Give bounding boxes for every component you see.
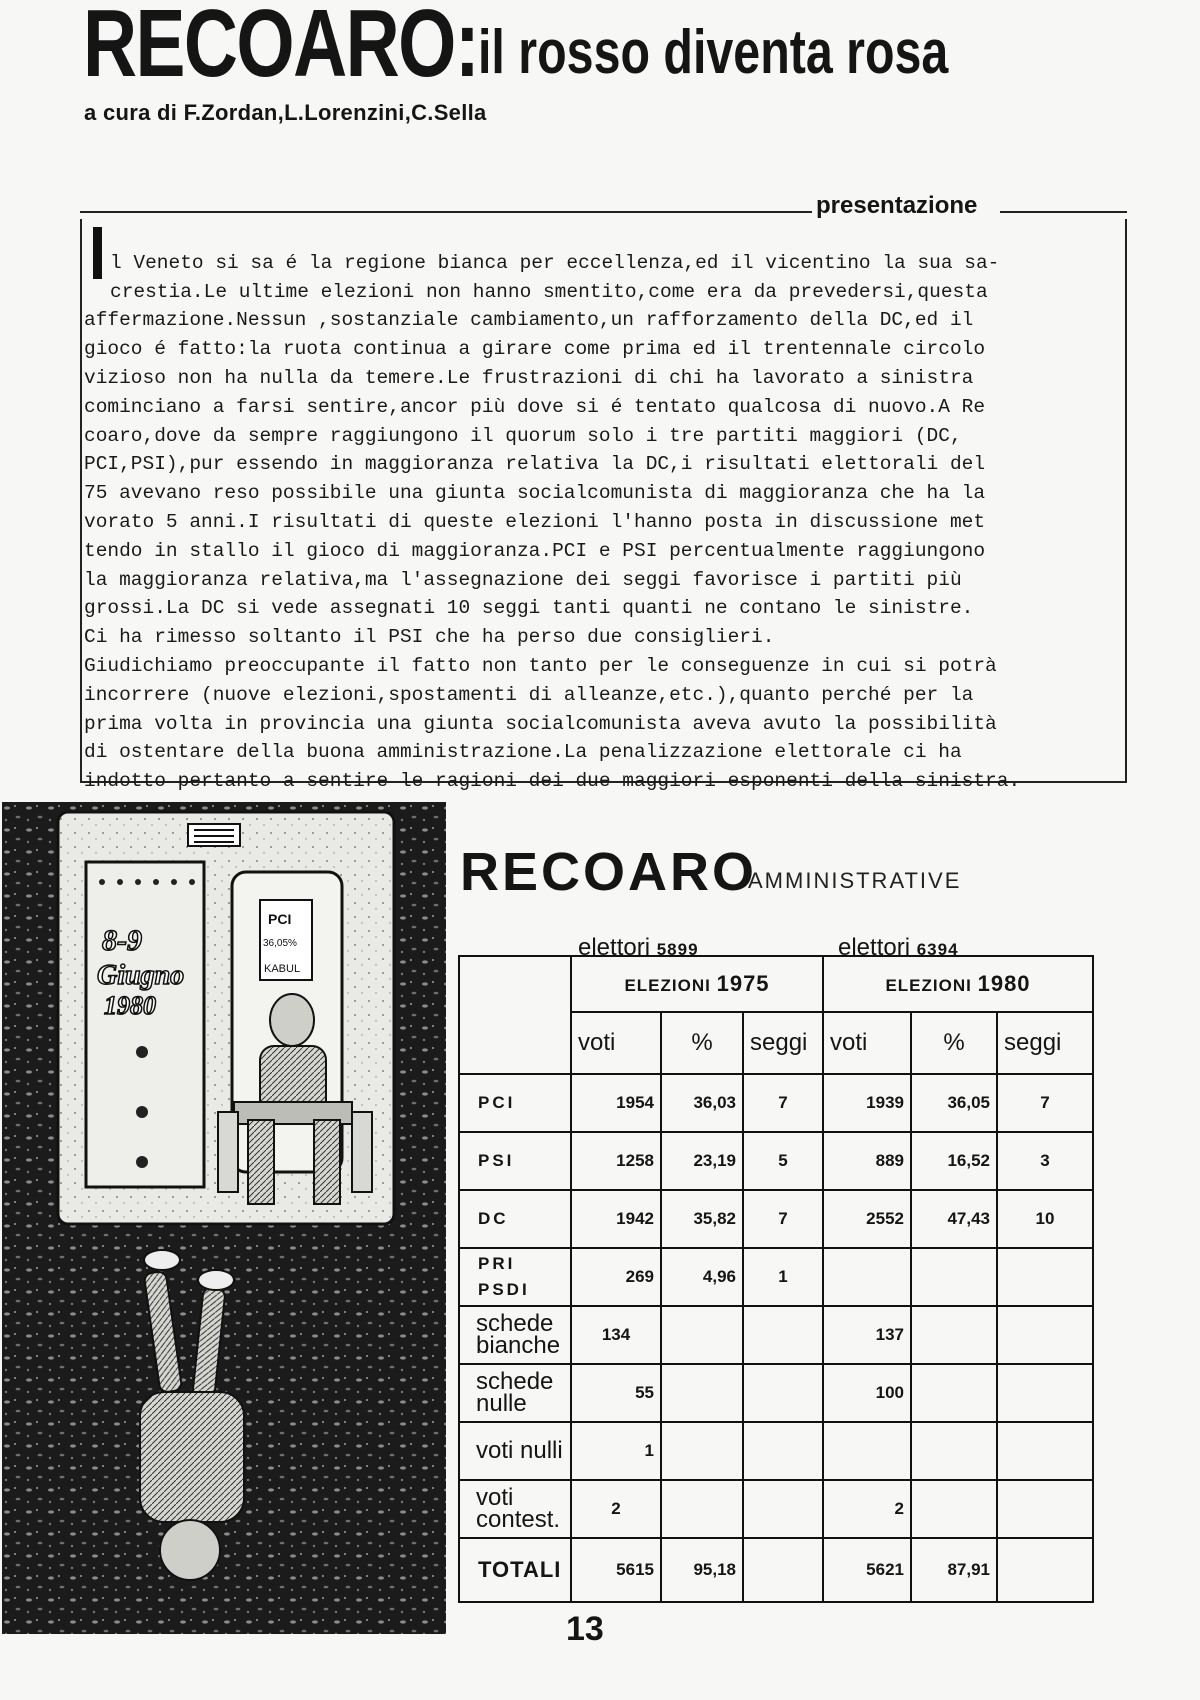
table-cell xyxy=(911,1480,997,1538)
poster-pci-percent: 36,05% xyxy=(263,938,297,949)
text-line: PCI,PSI),pur essendo in maggioranza relativa la DC,i risultati elettorali del xyxy=(84,453,986,476)
text-line: la maggioranza relativa,ma l'assegnazione dei seggi favorisce i partiti più xyxy=(84,568,962,591)
table-cell xyxy=(661,1364,743,1422)
poster-date-year: 1980 xyxy=(104,991,156,1020)
table-row xyxy=(459,1306,1093,1364)
table-cell: 1939 xyxy=(823,1074,911,1132)
text-line: Ci ha rimesso soltanto il PSI che ha perso due consiglieri. xyxy=(84,626,775,649)
presentazione-text xyxy=(84,220,1120,825)
table-cell: 1 xyxy=(743,1248,823,1306)
table-row xyxy=(459,1364,1093,1422)
row-label: PCI xyxy=(459,1074,571,1132)
section-label: presentazione xyxy=(816,192,978,219)
table-cell xyxy=(743,1306,823,1364)
table-cell xyxy=(997,1248,1093,1306)
page-title: RECOARO: xyxy=(83,0,479,97)
table-cell xyxy=(997,1364,1093,1422)
table-cell: 10 xyxy=(997,1190,1093,1248)
row-label: schede bianche xyxy=(459,1306,571,1364)
table-cell: 47,43 xyxy=(911,1190,997,1248)
table-row xyxy=(459,1190,1093,1248)
table-row-totals xyxy=(459,1538,1093,1602)
table-row xyxy=(459,1480,1093,1538)
elezioni-label: ELEZIONI xyxy=(885,976,972,995)
table-cell xyxy=(743,1480,823,1538)
table-cell: 134 xyxy=(571,1306,661,1364)
table-cell: 2 xyxy=(823,1480,911,1538)
table-cell xyxy=(823,1248,911,1306)
poster-date-month: Giugno xyxy=(97,960,185,991)
table-cell: 1258 xyxy=(571,1132,661,1190)
year-1975: 1975 xyxy=(716,971,770,996)
table-cell: 2552 xyxy=(823,1190,911,1248)
table-row xyxy=(459,1132,1093,1190)
table-cell xyxy=(823,1422,911,1480)
text-line: affermazione.Nessun ,sostanziale cambiamento,un rafforzamento della DC,ed il xyxy=(84,309,974,332)
results-subtitle: AMMINISTRATIVE xyxy=(748,868,962,893)
table-cell xyxy=(997,1538,1093,1602)
table-cell: 1 xyxy=(571,1422,661,1480)
text-line: tendo in stallo il gioco di maggioranza.PCI e PSI percentualmente raggiungono xyxy=(84,539,986,562)
table-row xyxy=(459,1248,1093,1306)
table-cell: 269 xyxy=(571,1248,661,1306)
row-label: voti contest. xyxy=(459,1480,571,1538)
table-cell: 4,96 xyxy=(661,1248,743,1306)
section-rule-left xyxy=(80,211,812,213)
table-cell: 100 xyxy=(823,1364,911,1422)
text-line: cominciano a farsi sentire,ancor più dove si é tentato qualcosa di nuovo.A Re xyxy=(84,395,986,418)
table-header-row xyxy=(459,956,1093,1012)
elettori-label: elettori xyxy=(578,934,651,961)
cartoon-illustration xyxy=(2,802,446,1634)
row-label: TOTALI xyxy=(459,1538,571,1602)
table-cell xyxy=(911,1364,997,1422)
column-header-seggi: seggi xyxy=(997,1012,1093,1074)
text-line: 75 avevano reso possibile una giunta socialcomunista di maggioranza che ha la xyxy=(84,482,986,505)
table-cell xyxy=(911,1248,997,1306)
table-row xyxy=(459,1422,1093,1480)
table-cell: 7 xyxy=(997,1074,1093,1132)
page-number: 13 xyxy=(566,1610,604,1648)
table-cell: 23,19 xyxy=(661,1132,743,1190)
text-line: prima volta in provincia una giunta socialcomunista aveva avuto la possibilità xyxy=(84,712,997,735)
table-cell xyxy=(997,1306,1093,1364)
elezioni-label: ELEZIONI xyxy=(624,976,711,995)
table-cell: 1954 xyxy=(571,1074,661,1132)
table-cell xyxy=(661,1422,743,1480)
table-cell xyxy=(661,1480,743,1538)
table-cell xyxy=(743,1538,823,1602)
column-header-percent: % xyxy=(661,1012,743,1074)
table-cell: 5621 xyxy=(823,1538,911,1602)
table-cell: 55 xyxy=(571,1364,661,1422)
text-line: coaro,dove da sempre raggiungono il quorum solo i tre partiti maggiori (DC, xyxy=(84,424,962,447)
text-line: l Veneto si sa é la regione bianca per eccellenza,ed il vicentino la sua sa- xyxy=(110,251,1000,274)
table-cell xyxy=(911,1306,997,1364)
results-title: RECOARO xyxy=(460,842,758,902)
page-subtitle: il rosso diventa rosa xyxy=(478,18,949,87)
text-line: incorrere (nuove elezioni,spostamenti di alleanze,etc.),quanto perché per la xyxy=(84,683,974,706)
text-line: grossi.La DC si vede assegnati 10 seggi tanti quanti ne contano le sinistre. xyxy=(84,597,974,620)
table-cell xyxy=(997,1480,1093,1538)
text-line: vorato 5 anni.I risultati di queste elezioni l'hanno posta in discussione met xyxy=(84,510,986,533)
section-rule-right xyxy=(1000,211,1127,213)
year-1980: 1980 xyxy=(977,971,1031,996)
results-table xyxy=(458,955,1094,1603)
text-line: Giudichiamo preoccupante il fatto non tanto per le conseguenze in cui si potrà xyxy=(84,654,997,677)
row-label: DC xyxy=(459,1190,571,1248)
text-line: di ostentare della buona amministrazione.La penalizzazione elettorale ci ha xyxy=(84,741,962,764)
table-cell: 5 xyxy=(743,1132,823,1190)
table-cell: 5615 xyxy=(571,1538,661,1602)
table-cell: 7 xyxy=(743,1190,823,1248)
column-header-voti: voti xyxy=(571,1012,661,1074)
elettori-1975-count: 5899 xyxy=(656,940,699,959)
table-cell: 137 xyxy=(823,1306,911,1364)
table-cell xyxy=(743,1364,823,1422)
poster-pci-kabul: KABUL xyxy=(264,963,301,975)
row-label: PSI xyxy=(459,1132,571,1190)
table-cell: 87,91 xyxy=(911,1538,997,1602)
table-row xyxy=(459,1074,1093,1132)
table-cell xyxy=(911,1422,997,1480)
table-cell: 1942 xyxy=(571,1190,661,1248)
table-cell: 95,18 xyxy=(661,1538,743,1602)
column-header-voti: voti xyxy=(823,1012,911,1074)
table-cell: 16,52 xyxy=(911,1132,997,1190)
text-line: crestia.Le ultime elezioni non hanno smentito,come era da prevedersi,questa xyxy=(110,280,988,303)
table-cell: 7 xyxy=(743,1074,823,1132)
text-line: indotto pertanto a sentire le ragioni dei due maggiori esponenti della sinistra. xyxy=(84,770,1021,793)
table-cell xyxy=(997,1422,1093,1480)
row-label: schede nulle xyxy=(459,1364,571,1422)
column-header-seggi: seggi xyxy=(743,1012,823,1074)
row-label: PRI PSDI xyxy=(459,1248,571,1306)
elettori-label: elettori xyxy=(838,934,911,961)
header-elezioni-1975 xyxy=(571,956,823,1012)
table-corner-cell xyxy=(459,956,571,1074)
byline: a cura di F.Zordan,L.Lorenzini,C.Sella xyxy=(84,100,487,125)
text-line: vizioso non ha nulla da temere.Le frustrazioni di chi ha lavorato a sinistra xyxy=(84,366,974,389)
header-elezioni-1980 xyxy=(823,956,1093,1012)
poster-date-day: 8-9 xyxy=(102,924,142,957)
table-cell xyxy=(661,1306,743,1364)
table-cell: 36,05 xyxy=(911,1074,997,1132)
table-cell: 3 xyxy=(997,1132,1093,1190)
row-label: voti nulli xyxy=(459,1422,571,1480)
poster-pci-label: PCI xyxy=(268,911,292,927)
column-header-percent: % xyxy=(911,1012,997,1074)
table-cell xyxy=(743,1422,823,1480)
table-cell: 889 xyxy=(823,1132,911,1190)
table-cell: 35,82 xyxy=(661,1190,743,1248)
table-cell: 36,03 xyxy=(661,1074,743,1132)
text-line: gioco é fatto:la ruota continua a girare come prima ed il trentennale circolo xyxy=(84,338,986,361)
table-cell: 2 xyxy=(571,1480,661,1538)
elettori-1980-count: 6394 xyxy=(916,940,959,959)
